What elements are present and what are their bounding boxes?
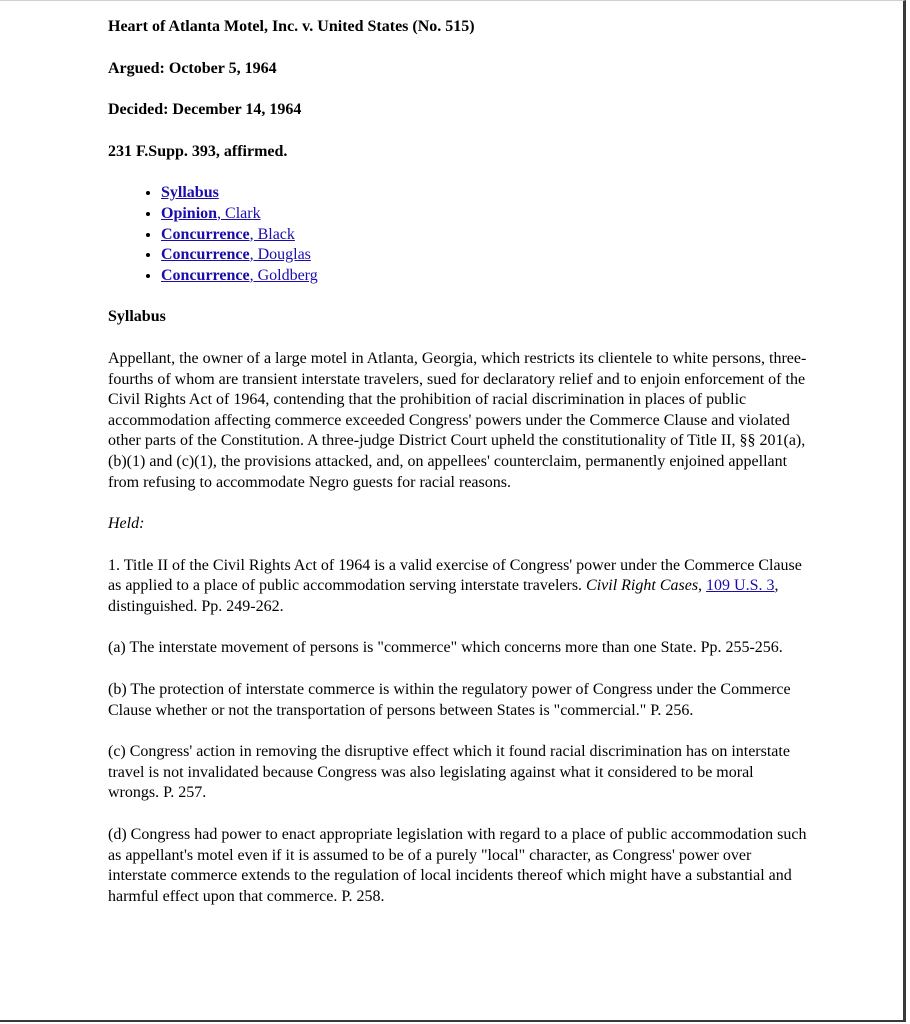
holding-text-tail: , distinguished. Pp. 249-262. bbox=[108, 577, 779, 615]
citation: 231 F.Supp. 393, affirmed. bbox=[108, 142, 288, 160]
toc-link-label: Opinion bbox=[161, 204, 218, 222]
holding-point-b: (b) The protection of interstate commerce is within the regulatory power of Congress under the Commerce Clause whether or not the transportation of persons between States is "commercial." P. 256. bbox=[108, 681, 791, 719]
case-name: Civil Right Cases, bbox=[586, 577, 703, 595]
toc-link-label: Syllabus bbox=[161, 184, 219, 202]
syllabus-heading: Syllabus bbox=[108, 308, 166, 326]
syllabus-intro: Appellant, the owner of a large motel in Atlanta, Georgia, which restricts its clientele to white persons, three-fourths of whom are transient interstate travelers, sued for declaratory relief and to enjoin enforcement of the Civil Rights Act of 1964, contending that the prohibition of racial discrimination in places of public accommodation affecting commerce exceeded Congress' powers under the Commerce Clause and violated other parts of the Constitution. A three-judge District Court upheld the constitutionality of Title II, §§ 201(a), (b)(1) and (c)(1), the provisions attacked, and, on appellees' counterclaim, permanently enjoined appellant from refusing to accommodate Negro guests for racial reasons. bbox=[108, 349, 807, 491]
citation-link-109-us-3[interactable]: 109 U.S. 3 bbox=[706, 577, 775, 595]
holding-point-a: (a) The interstate movement of persons is "commerce" which concerns more than one State. Pp. 255-256. bbox=[108, 639, 783, 657]
toc-item-concurrence-goldberg bbox=[161, 266, 808, 287]
holding-text: 1. Title II of the Civil Rights Act of 1964 is a valid exercise of Congress' power under the Commerce Clause as applied to a place of public accommodation serving interstate travelers. bbox=[108, 556, 802, 595]
toc-link-label: Concurrence bbox=[161, 246, 250, 264]
toc-item-syllabus bbox=[161, 183, 808, 204]
toc-link-concurrence-douglas[interactable] bbox=[161, 246, 311, 263]
holding-point-c: (c) Congress' action in removing the disruptive effect which it found racial discrimination has on interstate travel is not invalidated because Congress was also legislating against what it considered to be moral wrongs. P. 257. bbox=[108, 743, 790, 802]
table-of-contents bbox=[108, 183, 808, 286]
held-label: Held: bbox=[108, 515, 145, 533]
toc-link-syllabus[interactable] bbox=[161, 184, 219, 201]
toc-item-opinion bbox=[161, 204, 808, 225]
toc-link-label: Concurrence bbox=[161, 225, 250, 243]
toc-link-concurrence-goldberg[interactable] bbox=[161, 267, 318, 284]
case-title: Heart of Atlanta Motel, Inc. v. United States (No. 515) bbox=[108, 18, 475, 35]
decided-date: Decided: December 14, 1964 bbox=[108, 101, 302, 119]
toc-link-author: , Clark bbox=[217, 204, 261, 222]
toc-item-concurrence-douglas bbox=[161, 245, 808, 266]
holding-point-1 bbox=[108, 556, 808, 618]
toc-link-author: , Black bbox=[249, 225, 295, 243]
toc-link-concurrence-black[interactable] bbox=[161, 226, 295, 243]
toc-item-concurrence-black bbox=[161, 225, 808, 246]
argued-date: Argued: October 5, 1964 bbox=[108, 59, 277, 77]
toc-link-opinion-clark[interactable] bbox=[161, 205, 261, 222]
holding-point-d: (d) Congress had power to enact appropriate legislation with regard to a place of public accommodation such as appellant's motel even if it is assumed to be of a purely "local" character, as Congress' power over interstate commerce extends to the regulation of local incidents thereof which might have a substantial and harmful effect upon that commerce. P. 258. bbox=[108, 826, 807, 905]
toc-link-label: Concurrence bbox=[161, 266, 250, 284]
toc-link-author: , Douglas bbox=[249, 246, 311, 264]
document-content bbox=[108, 17, 808, 928]
toc-link-author: , Goldberg bbox=[249, 266, 318, 284]
